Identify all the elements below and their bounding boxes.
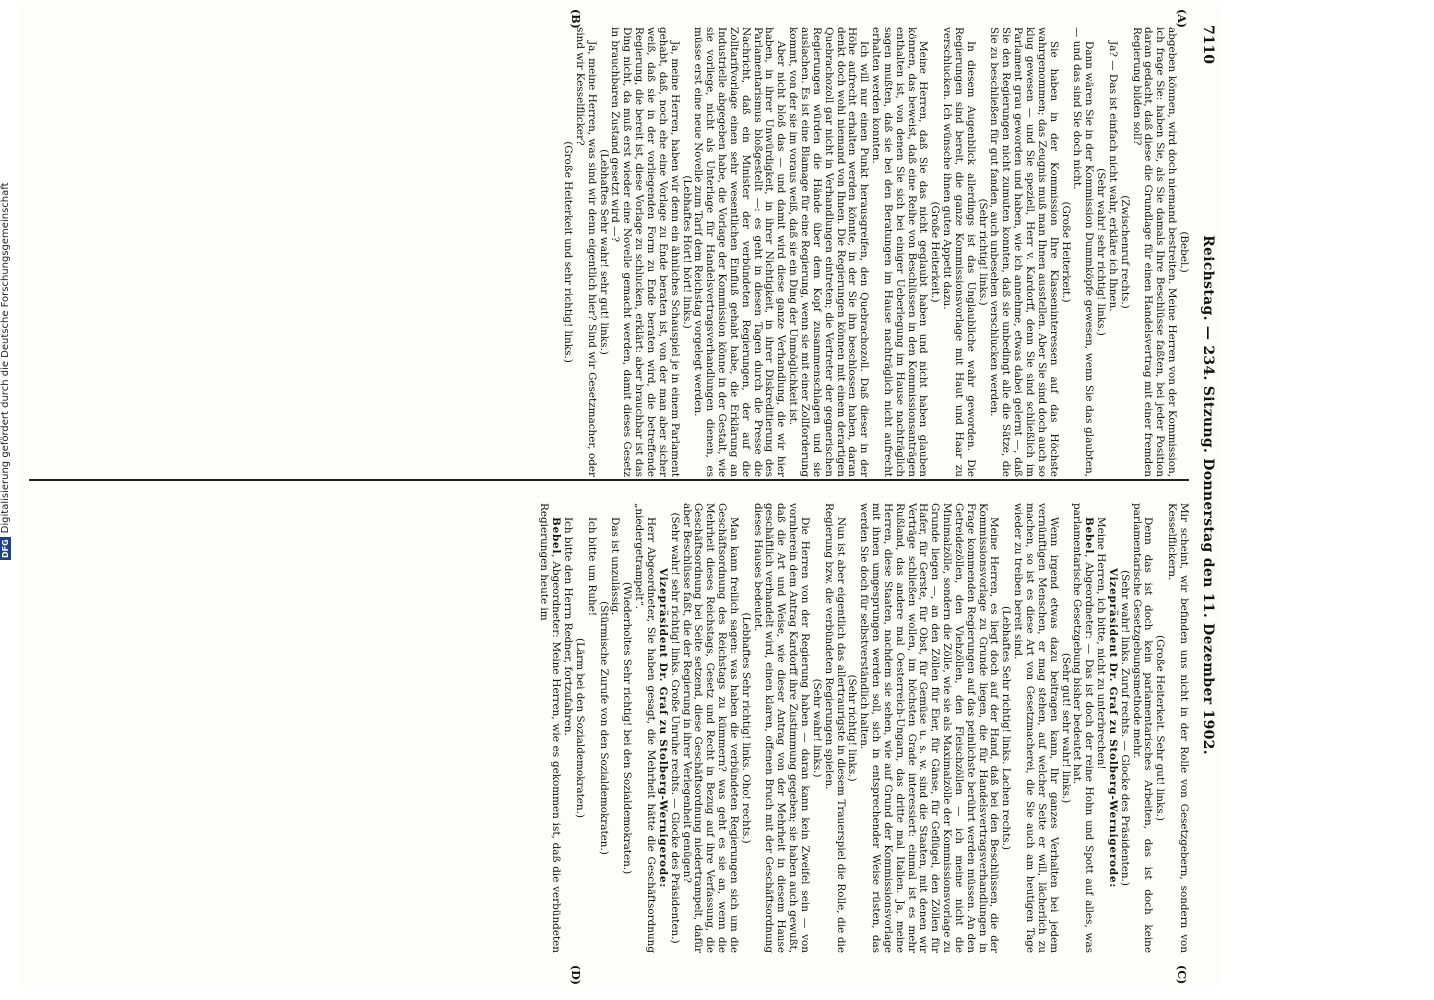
dfg-logo-icon: DFG xyxy=(1,539,10,558)
interjection: (Wiederholtes Sehr richtig! bei den Sozialdemokraten.) xyxy=(621,581,634,875)
interjection: (Lebhaftes Sehr richtig! links. Oho! rechts.) xyxy=(739,612,752,844)
interjection: (Lebhaftes Sehr richtig! links. Lachen rechts.) xyxy=(1000,606,1013,850)
interjection: (Lebhaftes Sehr wahr! sehr gut! links.) xyxy=(597,149,610,355)
paragraph: Aber nicht bloß das — und damit wird diese ganze Verhandlung, die wir hier haben, in ihrer Unwürdigkeit, in ihrer Nichtigkeit, in ihrer Diskreditierung des Parlamentarismus bloßgestellt —: es geht in diesen Tagen durch die Presse die Nachricht, daß ein Minister der verbündeten Regierungen, der auf die Zolltarifvorlage einen sehr wesentlichen Einfluß gehabt habe, die Erklärung an Industrielle abgegeben habe, die Vorlage der Kommission könne in der Gestalt, wie sie vorliege, nicht als Unterlage für Handelsvertragsverhandlungen dienen, es müsse erst eine neue Novelle zum Tarif dem Reichstag vorgelegt werden. xyxy=(692,27,788,477)
interjection: (Zwischenruf rechts.) xyxy=(1118,195,1131,309)
interjection: (Lebhaftes Hört! hört! links.) xyxy=(680,175,693,329)
page-header xyxy=(1193,25,1215,965)
paragraph: Ich will nur einen Punkt herausgreifen, den Quebrachozoll. Daß dieser in der Höhe aufrecht erhalten werden könnte, in der Sie ihn beschlossen haben, daran denkt doch wohl niemand von Ihnen. Die Regierungen können mit einem derartigen Quebrachozoll gar nicht in Verhandlungen eintreten; die Vertreter der gegnerischen Regierungen würden die Hände über dem Kopf zusammenschlagen und sie auslachen. Es ist eine Blamage für eine Regierung, wenn sie mit einer Zollforderung kommt, von der sie im voraus weiß, daß sie ein Ding der Unmöglichkeit ist. xyxy=(787,27,871,477)
paragraph: Denn das ist doch kein parlamentarisches Arbeiten, das ist doch keine parlamentarische Gesetzgebungsmethode mehr. xyxy=(1130,503,1155,953)
paragraph: Wenn irgend etwas dazu beitragen kann, Ihr ganzes Verhalten bei jedem vernünftigen Menschen, er mag stehen, auf welcher Seite er will, lächerlich zu machen, so ist es diese Art von Gesetzmacherei, die Sie auch am heutigen Tage wieder zu treiben bereit sind. xyxy=(1012,503,1060,953)
margin-mark-c: (C) xyxy=(1175,965,1188,985)
speaker-label: (Bebel.) xyxy=(1178,231,1190,273)
paragraph: Man kann freilich sagen: was haben die verbündeten Regierungen sich um die Geschäftsordnung des Reichstags zu kümmern? was geht es sie an, wenn die Mehrheit dieses Reichstags, Gesetz und Recht in Bezug auf ihre Verfassung, die Geschäftsordnung bei Seite setzend, diese Geschäftsordnung niedertrampelt, dafür aber Beschlüsse faßt, die der Regierung in ihrer Verlegenheit genügen? xyxy=(680,503,740,953)
paragraph: Ich bitte um Ruhe! xyxy=(585,517,598,617)
credit-text: Digitalisierung gefördert durch die Deutsche Forschungsgemeinschaft xyxy=(0,182,11,534)
interjection: (Große Heiterkeit. Sehr gut! links.) xyxy=(1154,635,1167,821)
speaker-paragraph xyxy=(1071,503,1095,953)
paragraph: Die Herren von der Regierung haben — daran kann kein Zweifel sein — von vornherein dem Antrag Kardorff ihre Zustimmung gegeben; sie haben auch gewußt, daß die Art und Weise, wie dieser Antrag von der Mehrheit in diesem Hause geschäftlich verhandelt wird, einen klaren, offenen Bruch mit der Geschäftsordnung dieses Hauses bedeutet. xyxy=(751,503,811,953)
margin-mark-b: (B) xyxy=(569,9,582,29)
paragraph: abgeben können, wird doch niemand bestreiten. Meine Herren von der Kommission, ich frage Sie: haben Sie, als Sie damals Ihre Beschlüsse faßten, bei jeder Position daran gedacht, daß diese die Grundlage für einen Handelsvertrag mit einer fremden Regierung bilden soll? xyxy=(1130,27,1179,477)
speech-text: , Abgeordneter: Meine Herren, wie es gekommen ist, daß die verbündeten Regierungen heute im xyxy=(538,503,563,953)
interjection: (Sehr wahr! sehr richtig! links.) xyxy=(1095,168,1108,336)
speaker-heading xyxy=(656,503,668,953)
left-text-column xyxy=(29,27,1189,477)
scanned-page xyxy=(21,5,1221,985)
interjection: (Stürmische Zurufe von den Sozialdemokraten.) xyxy=(597,601,610,855)
paragraph: Ja? — Das ist einfach nicht wahr, erkläre ich Ihnen. xyxy=(1106,41,1119,312)
paragraph: Meine Herren, es liegt doch auf der Hand, daß bei den Beschlüssen, die der Kommissionsvorlage zu Grunde liegen, die für Handelsvertragsverhandlungen in Frage kommenden Regierungen auf das peinlichste berührt werden müssen. An den Getreidezöllen, den Viehzöllen, den Fleischzöllen — ich meine nicht die Minimalzölle, sondern die Zölle, wie sie als Maximalzölle der Kommissionsvorlage zu Grunde liegen —, an den Zöllen für Eier, für Gänse, für Geflügel, den Zöllen für Hafer, für Gerste, für Obst, für Gemüse u. s. w. sind die Staaten, mit denen wir Verträge schließen wollen, im höchsten Grade interessiert: einmal ist es mehr Rußland, das andere mal Oesterreich-Ungarn, das dritte mal Italien. Ja, meine Herren, diese Staaten, nachdem sie sehen, wie auf Grund der Kommissionsvorlage mit ihnen umgesprungen werden soll, sich in entsprechender Weise rüsten, das werden Sie doch für selbstverständlich halten. xyxy=(858,503,1001,953)
right-text-column xyxy=(29,503,1189,953)
speaker-heading xyxy=(1106,503,1118,953)
speaker-name: Bebel xyxy=(550,517,563,555)
vice-president-name: Vizepräsident Dr. Graf zu Stolberg-Wernigerode: xyxy=(656,567,669,888)
interjection: (Sehr gut! sehr wahr! links.) xyxy=(1059,652,1072,804)
paragraph: In diesem Augenblick allerdings ist das Unglaubliche wahr geworden. Die Regierungen sind bereit, die ganze Kommissionsvorlage mit Haut und Haar zu verschlucken. Ich wünsche ihnen guten Appetit dazu. xyxy=(941,27,977,477)
paragraph: Nun ist aber eigentlich das allertraurigste in diesem Trauerspiel die Rolle, die die Regierung bzw. die verbündeten Regierungen spielen. xyxy=(822,503,847,953)
paragraph: Meine Herren, ich bitte, nicht zu unterbrechen! xyxy=(1095,517,1108,770)
paragraph: Herr Abgeordneter, Sie haben gesagt, die Mehrheit hätte die Geschäftsordnung „niedergetrampelt“. xyxy=(633,503,658,953)
speech-text: , Abgeordneter: — Das ist doch der reine Hohn und Spott auf alles, was parlamentarische Gesetzgebung bisher bedeutet hat. xyxy=(1071,503,1096,953)
paragraph: Ich bitte den Herrn Redner, fortzufahren. xyxy=(562,517,575,736)
paragraph: Mir scheint, wir befinden uns nicht in der Rolle von Gesetzgebern, sondern von Kesselflickern. xyxy=(1166,503,1190,953)
vice-president-name: Vizepräsident Dr. Graf zu Stolberg-Wernigerode: xyxy=(1106,567,1119,888)
paragraph: Ja, meine Herren, was sind wir denn eigentlich hier? Sind wir Gesetzmacher, oder sind wir Kesselflicker? xyxy=(573,27,598,477)
interjection: (Lärm bei den Sozialdemokraten.) xyxy=(573,638,586,818)
interjection: (Große Heiterkeit und sehr richtig! links.) xyxy=(562,141,575,363)
interjection: (Sehr wahr! links.) xyxy=(810,678,823,778)
paragraph: Ja, meine Herren, haben wir denn ein ähnliches Schauspiel je in einem Parlament gehabt, daß, noch ehe eine Vorlage zu Ende beraten ist, von der man aber sicher weiß, daß sie in der vorliegenden Form zu Ende beraten wird, die betreffende Regierung, die bereit ist, diese Vorlage zu schlucken, erklärt: aber brauchbar ist das Ding nicht, da muß erst wieder eine Novelle gemacht werden, damit dieses Gesetz in brauchbaren Zustand gesetzt wird —? xyxy=(609,27,681,477)
paragraph: Sie haben in der Kommission Ihre Klasseninteressen auf das Höchste wahrgenommen; das Zeugnis muß man Ihnen ausstellen. Aber Sie sind doch auch so klug gewesen — und Sie speziell, Herr v. Kardorff, denn Sie sind schließlich im Parlament grau geworden und haben, wie ich annehme, etwas dabei gelernt —, daß Sie den Regierungen nicht zumuten konnten, daß sie unbedingt alle die Sätze, die Sie zu beschließen für gut fanden, auch unbesehen verschlucken werden. xyxy=(988,27,1060,477)
paragraph: Das ist unzulässig. xyxy=(609,517,622,616)
speaker-paragraph xyxy=(538,503,562,953)
interjection: (Sehr wahr! links. Zuruf rechts. — Glocke des Präsidenten.) xyxy=(1118,570,1131,886)
column-rule xyxy=(29,479,1189,481)
page-number: 7110 xyxy=(1200,25,1216,64)
interjection: (Sehr wahr! sehr richtig! links. Große Unruhe rechts. — Glocke des Präsidenten.) xyxy=(668,512,681,944)
paragraph: Meine Herren, daß Sie das nicht geglaubt haben und nicht haben glauben können, das beweist, daß eine Reihe von Beschlüssen in den Kommissionsanträgen enthalten ist, von denen Sie sich bei einiger Ueberlegung im Hause nachträglich sagen mußten, daß sie bei den Beratungen im Hause nachträglich nicht aufrecht erhalten werden konnten. xyxy=(870,27,930,477)
margin-mark-d: (D) xyxy=(569,965,582,985)
interjection: (Sehr richtig! links.) xyxy=(976,198,989,306)
interjection: (Sehr richtig! links.) xyxy=(846,674,859,782)
speaker-name: Bebel xyxy=(1083,517,1096,555)
paragraph: Dann wären Sie in der Kommission Dummköpfe gewesen, wenn Sie das glaubten, — und das sind Sie doch nicht. xyxy=(1071,27,1096,477)
page-title: Reichstag. — 234. Sitzung. Donnerstag den 11. Dezember 1902. xyxy=(1200,235,1216,755)
margin-mark-a: (A) xyxy=(1175,9,1188,28)
interjection: (Große Heiterkeit.) xyxy=(1059,201,1072,303)
interjection: (Große Heiterkeit.) xyxy=(929,201,942,303)
digitization-credit xyxy=(0,120,18,560)
